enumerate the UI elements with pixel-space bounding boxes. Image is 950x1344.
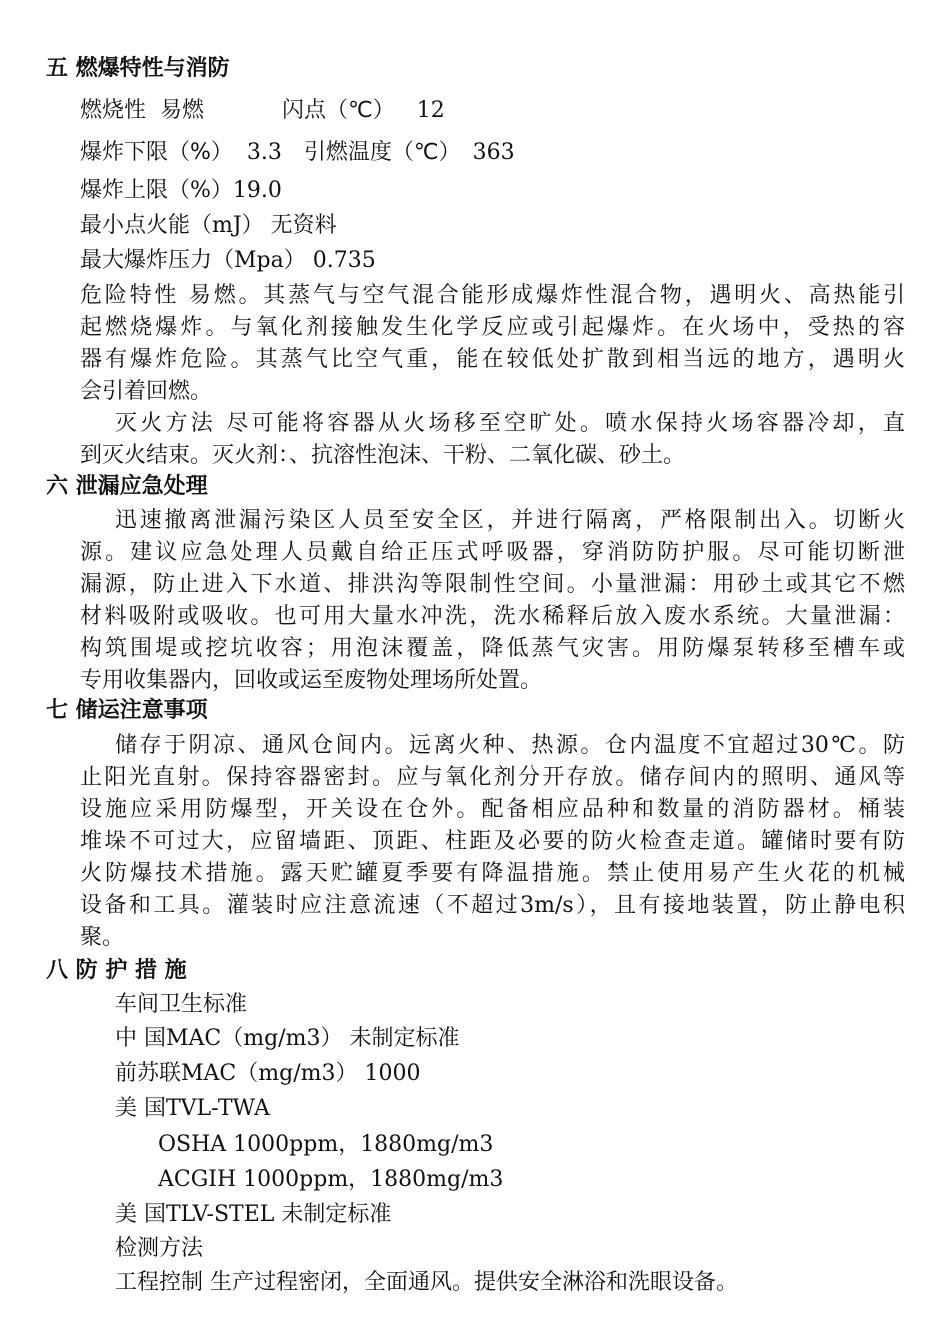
spill-line: 漏源，防止进入下水道、排洪沟等限制性空间。小量泄漏：用砂土或其它不燃 <box>80 572 905 597</box>
lel-value: 3.3 <box>246 140 282 165</box>
storage-line: 设施应采用防爆型，开关设在仓外。配备相应品种和数量的消防器材。桶装 <box>80 797 905 822</box>
protection-item: ACGIH 1000ppm，1880mg/m3 <box>158 1167 504 1192</box>
protection-item: 前苏联MAC（mg/m3） 1000 <box>115 1061 421 1086</box>
lel-row <box>80 138 515 168</box>
hazard-line: 器有爆炸危险。其蒸气比空气重，能在较低处扩散到相当远的地方，遇明火 <box>80 347 905 372</box>
uel-row: 爆炸上限（%）19.0 <box>80 178 282 203</box>
hazard-line: 危险特性 易燃。其蒸气与空气混合能形成爆炸性混合物，遇明火、高热能引 <box>80 283 905 308</box>
spill-line: 构筑围堤或挖坑收容；用泡沫覆盖，降低蒸气灾害。用防爆泵转移至槽车或 <box>80 636 905 661</box>
hazard-line: 会引着回燃。 <box>80 379 213 404</box>
storage-line: 储存于阴凉、通风仓间内。远离火种、热源。仓内温度不宜超过30℃。防 <box>115 733 905 758</box>
protection-item: 中 国MAC（mg/m3） 未制定标准 <box>115 1026 460 1051</box>
storage-line: 聚。 <box>80 925 125 950</box>
flammability-row <box>80 96 204 126</box>
burn-value: 易燃 <box>160 98 205 123</box>
protection-item: OSHA 1000ppm，1880mg/m3 <box>158 1132 494 1157</box>
flash-point-row <box>282 96 445 126</box>
protection-item: 美 国TLV-STEL 未制定标准 <box>115 1202 392 1227</box>
mie-row: 最小点火能（mJ） 无资料 <box>80 213 337 238</box>
protection-item: 美 国TVL-TWA <box>115 1096 270 1121</box>
protection-item: 检测方法 <box>115 1236 204 1261</box>
ignite-label: 引燃温度（℃） <box>303 140 461 165</box>
storage-line: 止阳光直射。保持容器密封。应与氧化剂分开存放。储存间内的照明、通风等 <box>80 765 905 790</box>
section-6-title: 六 泄漏应急处理 <box>46 474 208 499</box>
spill-line: 材料吸附或吸收。也可用大量水冲洗，洗水稀释后放入废水系统。大量泄漏： <box>80 604 905 629</box>
fire-line: 灭火方法 尽可能将容器从火场移至空旷处。喷水保持火场容器冷却，直 <box>115 411 905 436</box>
storage-line: 设备和工具。灌装时应注意流速（不超过3m/s），且有接地装置，防止静电积 <box>80 893 905 918</box>
lel-label: 爆炸下限（%） <box>80 140 233 165</box>
flash-value: 12 <box>416 98 445 123</box>
storage-line: 火防爆技术措施。露天贮罐夏季要有降温措施。禁止使用易产生火花的机械 <box>80 861 905 886</box>
storage-line: 堆垛不可过大，应留墙距、顶距、柱距及必要的防火检查走道。罐储时要有防 <box>80 829 905 854</box>
fire-line: 到灭火结束。灭火剂：、抗溶性泡沫、干粉、二氧化碳、砂土。 <box>80 443 686 468</box>
section-5-title: 五 燃爆特性与消防 <box>46 56 230 81</box>
pmax-row: 最大爆炸压力（Mpa） 0.735 <box>80 248 376 273</box>
spill-line: 源。建议应急处理人员戴自给正压式呼吸器，穿消防防护服。尽可能切断泄 <box>80 540 905 565</box>
hazard-line: 起燃烧爆炸。与氧化剂接触发生化学反应或引起爆炸。在火场中，受热的容 <box>80 315 905 340</box>
protection-item: 车间卫生标准 <box>115 992 248 1017</box>
spill-line: 迅速撤离泄漏污染区人员至安全区，并进行隔离，严格限制出入。切断火 <box>115 508 905 533</box>
section-8-title: 八 防 护 措 施 <box>46 958 187 983</box>
burn-label: 燃烧性 <box>80 98 147 123</box>
flash-label: 闪点（℃） <box>282 98 395 123</box>
protection-item: 工程控制 生产过程密闭，全面通风。提供安全淋浴和洗眼设备。 <box>115 1270 738 1295</box>
ignite-value: 363 <box>472 140 515 165</box>
section-7-title: 七 储运注意事项 <box>46 698 208 723</box>
spill-line: 专用收集器内，回收或运至废物处理场所处置。 <box>80 668 543 693</box>
